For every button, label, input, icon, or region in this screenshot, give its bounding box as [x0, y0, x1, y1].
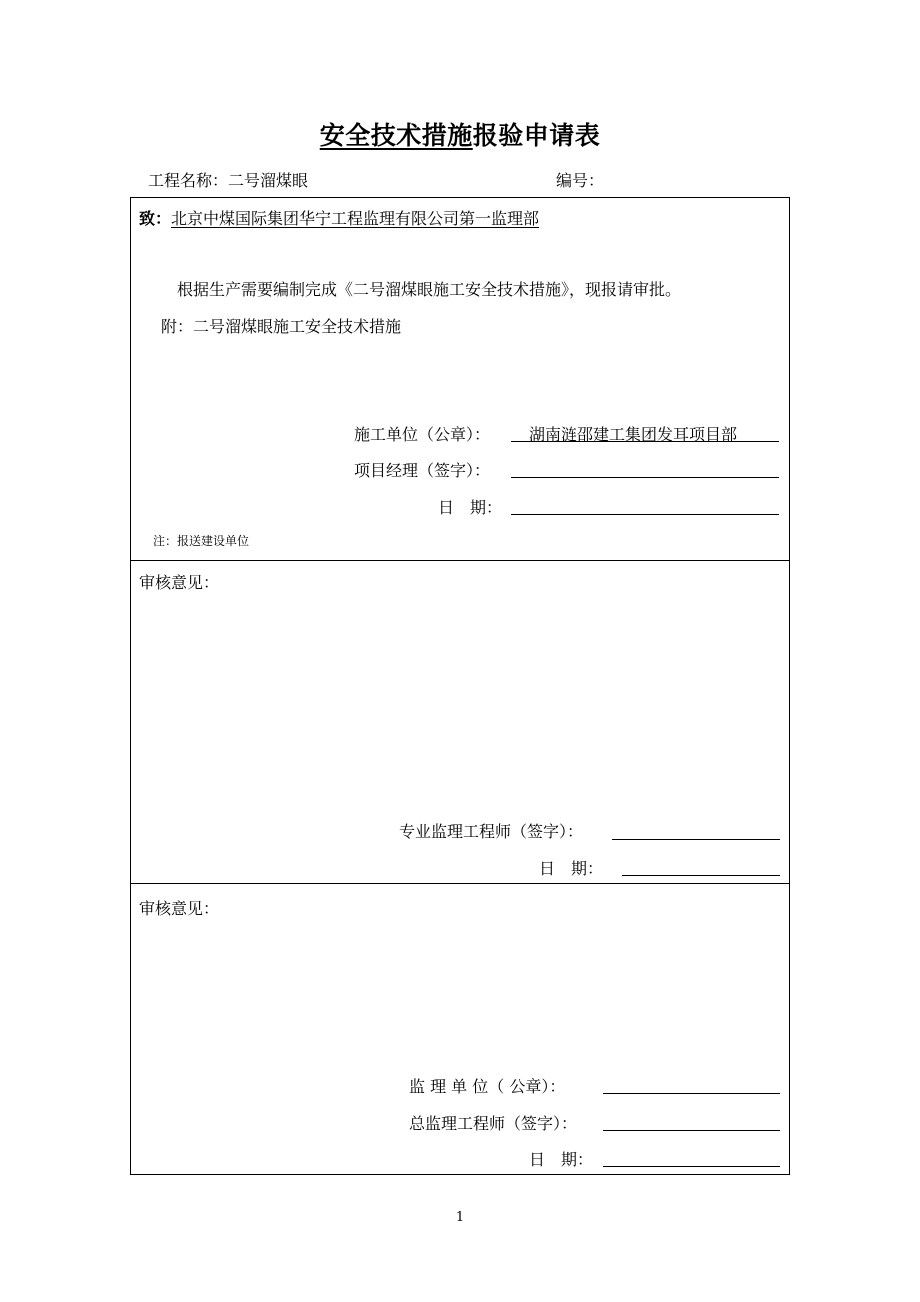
chief-engineer-label: 总监理工程师（签字）：: [409, 1114, 578, 1133]
recipient-line: 致：北京中煤国际集团华宁工程监理有限公司第一监理部: [139, 209, 540, 228]
chief-engineer-signature-line: [603, 1130, 780, 1131]
request-body: 根据生产需要编制完成《二号溜煤眼施工安全技术措施》，现报请审批。: [177, 280, 682, 299]
page-number: 1: [455, 1210, 465, 1225]
attachment-line: 附：二号溜煤眼施工安全技术措施: [161, 317, 402, 336]
supervision-unit-line: [603, 1093, 780, 1094]
date-label: 日 期：: [539, 859, 604, 878]
date-label: 日 期：: [438, 498, 503, 517]
date-line: [622, 875, 780, 876]
chief-review-section: [130, 883, 790, 1175]
project-manager-signature-line: [511, 477, 779, 478]
project-name-field: 工程名称：二号溜煤眼: [148, 171, 309, 190]
engineer-signature-label: 专业监理工程师（签字）：: [399, 822, 584, 841]
engineer-review-section: [130, 560, 790, 884]
number-label: 编号：: [556, 171, 605, 190]
date-line: [603, 1166, 780, 1167]
date-label: 日 期：: [529, 1150, 594, 1169]
date-line: [511, 514, 779, 515]
construction-unit-value: 湖南涟邵建工集团发耳项目部: [529, 425, 738, 444]
review-opinion-label: 审核意见：: [139, 899, 220, 918]
construction-unit-label: 施工单位（公章）：: [354, 425, 491, 444]
note: 注：报送建设单位: [153, 534, 250, 548]
review-opinion-label: 审核意见：: [139, 573, 220, 592]
engineer-signature-line: [612, 839, 780, 840]
page-title: 安全技术措施报验申请表: [319, 121, 601, 150]
supervision-unit-label: 监 理 单 位（ 公章）：: [409, 1077, 566, 1096]
application-section: [130, 197, 790, 561]
project-manager-label: 项目经理（签字）：: [354, 461, 491, 480]
